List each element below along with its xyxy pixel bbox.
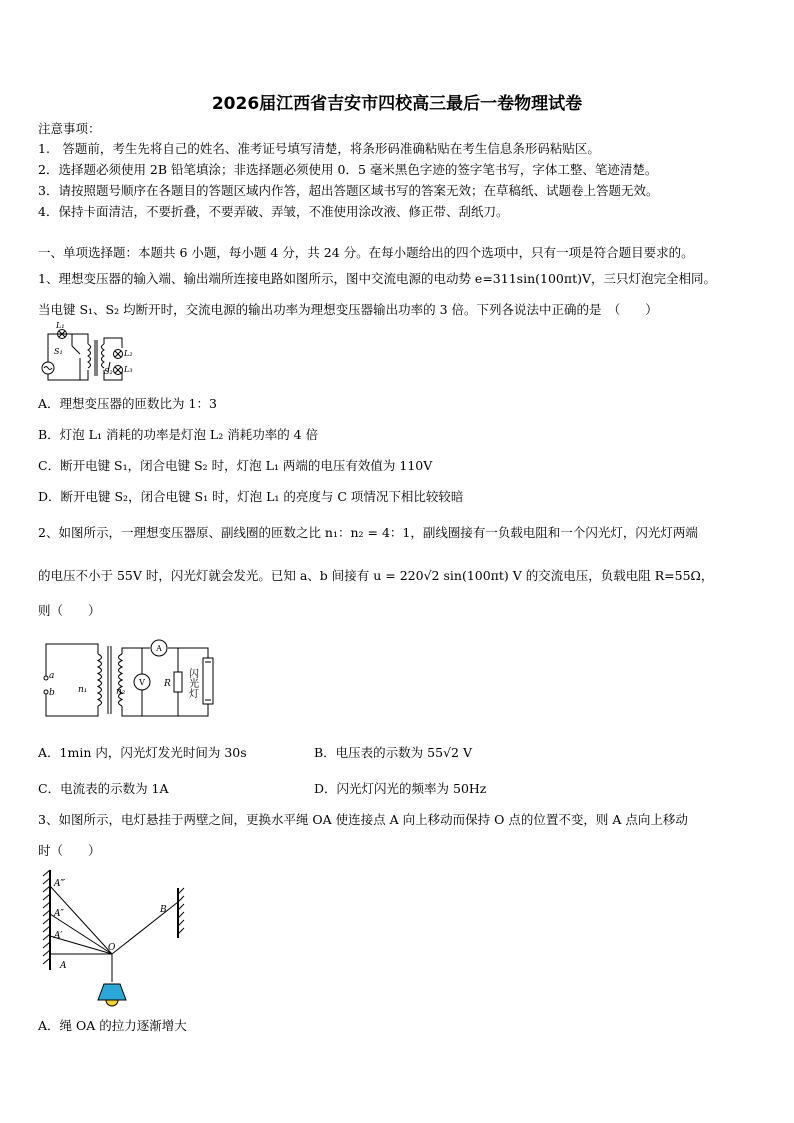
q3-label-b: B xyxy=(160,905,167,915)
q2-label-n1: n₁ xyxy=(78,685,88,695)
q1-stem-line2: 当电键 S₁、S₂ 均断开时，交流电源的输出功率为理想变压器输出功率的 3 倍。下列各说法中正确的是 （ ） xyxy=(38,302,658,317)
q2-lamp-label: 闪光灯 xyxy=(186,668,198,698)
q1-label-l1: L₁ xyxy=(56,321,65,330)
notice-item-3: 3．请按照题号顺序在各题目的答题区域内作答，超出答题区域书写的答案无效；在草稿纸、试题卷上答题无效。 xyxy=(38,183,659,198)
q2-ammeter-label: A xyxy=(156,644,162,653)
q1-stem-line1: 1、理想变压器的输入端、输出端所连接电路如图所示，图中交流电源的电动势 e=311sin(100πt)V，三只灯泡完全相同。 xyxy=(38,271,716,286)
q3-label-a1: A′ xyxy=(54,931,63,941)
page-title: 2026届江西省吉安市四校高三最后一卷物理试卷 xyxy=(211,94,583,114)
q2-option-c: C．电流表的示数为 1A xyxy=(38,781,169,796)
q1-label-l2: L₂ xyxy=(124,349,133,358)
q2-label-b: b xyxy=(49,688,55,698)
notice-item-2: 2．选择题必须使用 2B 铅笔填涂；非选择题必须使用 0．5 毫米黑色字迹的签字笔书写，字体工整、笔迹清楚。 xyxy=(38,162,658,177)
q3-label-a: A xyxy=(60,961,67,971)
q1-label-s1: S₁ xyxy=(54,347,63,356)
q2-voltmeter-label: V xyxy=(139,678,145,687)
q2-stem-line3: 则（ ） xyxy=(38,603,101,618)
q3-stem-line2: 时（ ） xyxy=(38,843,101,858)
q1-option-c: C．断开电键 S₁，闭合电键 S₂ 时，灯泡 L₁ 两端的电压有效值为 110V xyxy=(38,458,433,473)
q3-label-o: O xyxy=(108,943,116,953)
section-header: 一、单项选择题：本题共 6 小题，每小题 4 分，共 24 分。在每小题给出的四个选项中，只有一项是符合题目要求的。 xyxy=(38,245,694,260)
q3-wall-lamp-figure xyxy=(40,866,190,1008)
q1-circuit-figure xyxy=(36,321,136,384)
q3-label-a3: A‴ xyxy=(54,879,66,889)
q1-option-a: A．理想变压器的匝数比为 1：3 xyxy=(38,396,217,411)
q3-stem-line1: 3、如图所示，电灯悬挂于两壁之间，更换水平绳 OA 使连接点 A 向上移动而保持 O 点的位置不变，则 A 点向上移动 xyxy=(38,812,688,827)
q2-stem-line2: 的电压不小于 55V 时，闪光灯就会发光。已知 a、b 间接有 u = 220√2 sin(100πt) V 的交流电压，负载电阻 R=55Ω， xyxy=(38,568,714,583)
q2-label-a: a xyxy=(49,671,55,681)
q2-option-a: A．1min 内，闪光灯发光时间为 30s xyxy=(38,745,247,760)
notice-heading: 注意事项： xyxy=(38,121,101,136)
notice-item-1: 1. 答题前，考生先将自己的姓名、准考证号填写清楚，将条形码准确粘贴在考生信息条形码粘贴区。 xyxy=(38,141,600,156)
q2-option-d: D．闪光灯闪光的频率为 50Hz xyxy=(314,781,487,796)
q2-circuit-figure xyxy=(38,632,228,724)
q2-label-n2: n₂ xyxy=(116,687,126,697)
notice-item-4: 4．保持卡面清洁，不要折叠，不要弄破、弄皱，不准使用涂改液、修正带、刮纸刀。 xyxy=(38,204,509,219)
q2-label-r: R xyxy=(164,679,171,689)
q1-option-d: D．断开电键 S₂，闭合电键 S₁ 时，灯泡 L₁ 的亮度与 C 项情况下相比较较暗 xyxy=(38,489,464,504)
q3-option-a: A．绳 OA 的拉力逐渐增大 xyxy=(38,1018,187,1033)
q3-label-a2: A″ xyxy=(54,909,64,919)
q2-option-b: B．电压表的示数为 55√2 V xyxy=(314,745,472,760)
q1-label-s2: S₂ xyxy=(104,367,113,376)
q1-label-l3: L₃ xyxy=(124,365,133,374)
q2-stem-line1: 2、如图所示，一理想变压器原、副线圈的匝数之比 n₁：n₂ = 4：1，副线圈接有一负载电阻和一个闪光灯，闪光灯两端 xyxy=(38,525,698,540)
q1-option-b: B．灯泡 L₁ 消耗的功率是灯泡 L₂ 消耗功率的 4 倍 xyxy=(38,427,319,442)
